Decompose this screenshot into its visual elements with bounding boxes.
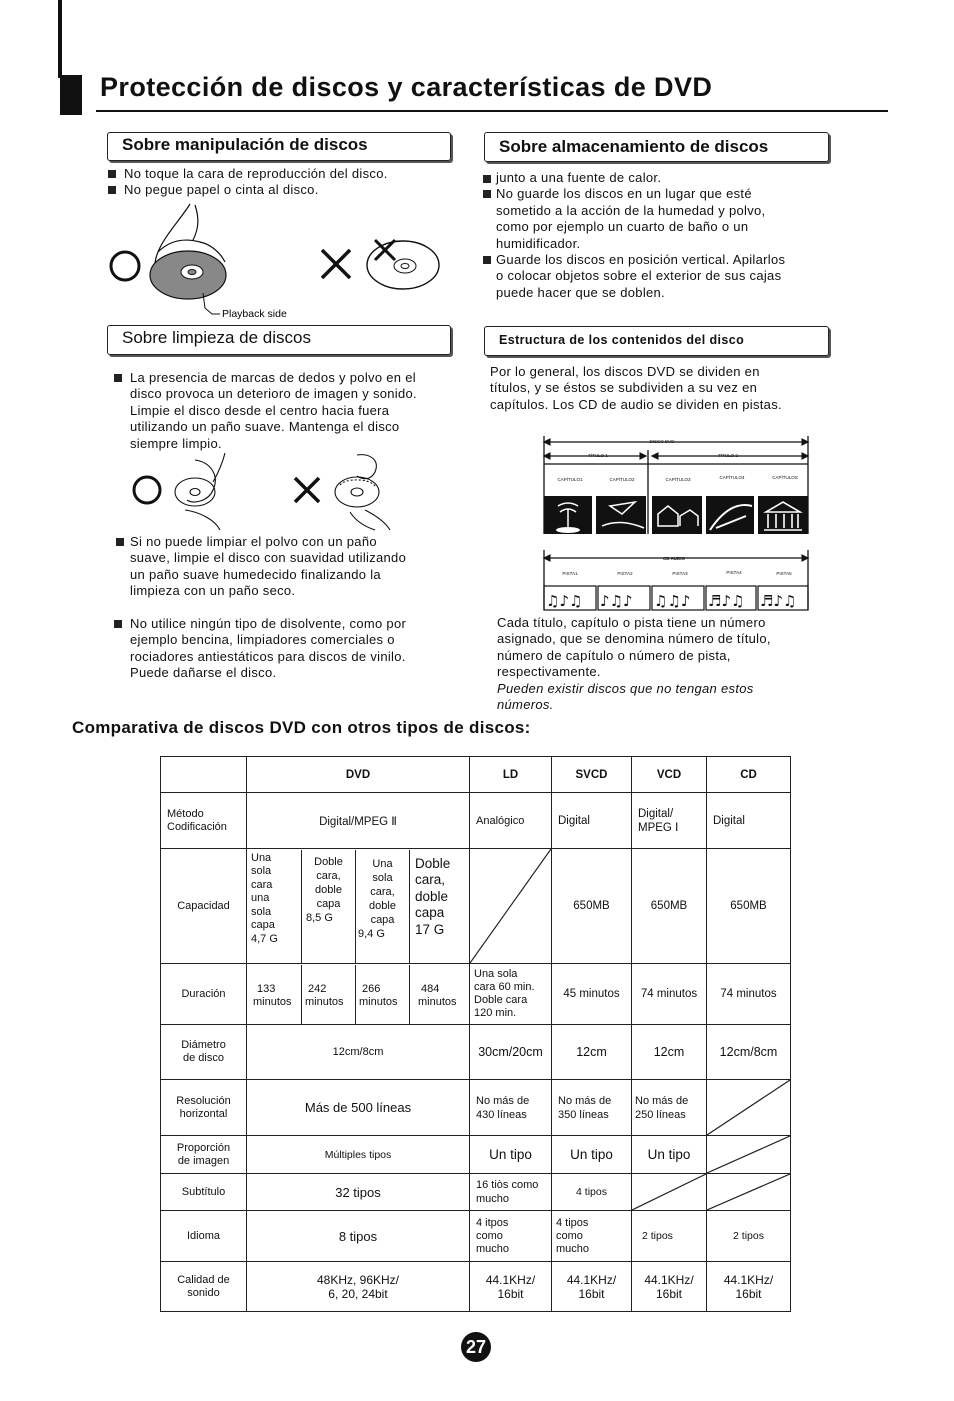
- table-cell: 74 minutos: [632, 964, 707, 1025]
- text-line: como por ejemplo un cuarto de baño o un: [496, 219, 749, 235]
- text-line: disco provoca un deterioro de imagen y sonido.: [130, 386, 417, 402]
- text-line: limpieza con un paño seco.: [130, 583, 296, 599]
- note-line: Pueden existir discos que no tengan estos: [497, 680, 754, 696]
- title1-label: TÍTULO 1: [588, 453, 608, 458]
- table-cell-empty: [707, 1136, 791, 1174]
- playback-side-label: Playback side: [222, 308, 287, 320]
- text-line: títulos, y se éstos se subdividen a su vez en: [490, 380, 758, 396]
- header-svcd: SVCD: [552, 757, 632, 793]
- bullet-text: No toque la cara de reproducción del disco.: [124, 166, 388, 181]
- table-cell: Analógico: [470, 793, 552, 849]
- cleaning-bullet-3: [130, 616, 470, 682]
- square-bullet-icon: [108, 186, 116, 194]
- table-cell: Un tipo: [552, 1136, 632, 1174]
- table-cell: 12cm/8cm: [247, 1025, 470, 1080]
- text-line: número de capítulo o número de pista,: [497, 647, 731, 663]
- header-black-block: [60, 75, 82, 115]
- text-line: ejemplo bencina, limpiadores comerciales o: [130, 632, 395, 648]
- table-cell: 2 tipos: [707, 1211, 791, 1262]
- track-label: PISTA1: [562, 571, 578, 576]
- text-line: siempre limpio.: [130, 435, 222, 451]
- row-label: Subtítulo: [161, 1174, 247, 1211]
- text-line: Cada título, capítulo o pista tiene un número: [497, 615, 766, 630]
- text-line: Guarde los discos en posición vertical. Apilarlos: [496, 252, 786, 268]
- note-line: números.: [497, 697, 554, 713]
- cleaning-bullet-2: [130, 534, 470, 600]
- table-cell: 16 tiòs como mucho: [470, 1174, 552, 1211]
- title2-label: TÍTULO 2: [718, 453, 738, 458]
- table-cell: 650MB: [707, 849, 791, 964]
- bullet-text: No pegue papel o cinta al disco.: [124, 182, 319, 198]
- table-cell: Más de 500 líneas: [247, 1080, 470, 1136]
- table-cell: 12cm/8cm: [707, 1025, 791, 1080]
- square-bullet-icon: [483, 175, 491, 183]
- track-label: PISTA5: [776, 571, 792, 576]
- circle-ok-icon: [111, 252, 139, 280]
- handling-heading: Sobre manipulación de discos: [107, 132, 451, 161]
- hand-icon: [350, 455, 390, 530]
- table-cell: 32 tipos: [247, 1174, 470, 1211]
- track-label: PISTA4: [726, 570, 742, 575]
- table-row: [161, 757, 791, 793]
- disc-icon: [367, 241, 439, 289]
- svg-text:♫♪♫: ♫♪♫: [546, 592, 583, 610]
- music-note-icon: [546, 592, 796, 610]
- comparison-table: [160, 756, 791, 1312]
- table-cell: 4 tipos como mucho: [552, 1211, 632, 1262]
- text-line: puede hacer que se doblen.: [496, 284, 665, 300]
- capacity-sub-4: Doble cara, doble capa 17 G: [409, 850, 469, 963]
- square-bullet-icon: [114, 620, 122, 628]
- text-line: Si no puede limpiar el polvo con un paño: [130, 534, 377, 549]
- text-line: o colocar objetos sobre el exterior de sus cajas: [496, 268, 782, 284]
- dvd-disc-label: DISCO DVD: [649, 439, 675, 444]
- duration-sub: 484 minutos: [409, 965, 469, 1024]
- cross-wrong-icon: [322, 250, 350, 278]
- text-line: utilizando un paño suave. Mantenga el disco: [130, 419, 400, 435]
- table-cell: No más de 350 líneas: [552, 1080, 632, 1136]
- text-line: La presencia de marcas de dedos y polvo en el: [130, 370, 416, 385]
- comparison-heading: Comparativa de discos DVD con otros tipos de discos:: [72, 718, 531, 737]
- table-row: [161, 1262, 791, 1312]
- text-line: No guarde los discos en un lugar que esté: [496, 186, 752, 202]
- table-cell-empty: [470, 849, 552, 964]
- cleaning-bullet-1: [130, 370, 470, 452]
- handling-illustration: [100, 200, 460, 325]
- capacity-sub-2: Doble cara, doble capa 8,5 G: [301, 850, 355, 963]
- row-label: Resolución horizontal: [161, 1080, 247, 1136]
- table-cell: No más de 430 líneas: [470, 1080, 552, 1136]
- table-cell: 4 tipos: [552, 1174, 632, 1211]
- header-cd: CD: [707, 757, 791, 793]
- square-bullet-icon: [483, 256, 491, 264]
- list-item: [124, 182, 464, 198]
- row-label: Capacidad: [161, 849, 247, 964]
- table-cell: 44.1KHz/ 16bit: [707, 1262, 791, 1312]
- row-label: Calidad de sonido: [161, 1262, 247, 1312]
- table-cell: 2 tipos: [632, 1211, 707, 1262]
- duration-sub: 266 minutos: [355, 965, 409, 1024]
- row-label: Duración: [161, 964, 247, 1025]
- duration-sub: 242 minutos: [301, 965, 355, 1024]
- capacity-sub-1: Una sola cara una sola capa 4,7 G: [251, 851, 278, 945]
- text-line: un paño suave humedecido finalizando la: [130, 566, 381, 582]
- text-line: humidificador.: [496, 235, 581, 251]
- table-cell: 44.1KHz/ 16bit: [552, 1262, 632, 1312]
- header-ld: LD: [470, 757, 552, 793]
- row-label: Proporción de imagen: [161, 1136, 247, 1174]
- table-row: [161, 1025, 791, 1080]
- structure-outro: [497, 615, 827, 713]
- table-cell: 45 minutos: [552, 964, 632, 1025]
- cross-wrong-icon: [295, 478, 319, 502]
- list-item: [496, 170, 836, 186]
- disc-structure-diagram: [540, 434, 812, 614]
- list-item: [496, 186, 836, 202]
- table-cell: Un tipo: [632, 1136, 707, 1174]
- table-cell: Digital: [552, 793, 632, 849]
- table-cell: Múltiples tipos: [247, 1136, 470, 1174]
- text-line: Limpie el disco desde el centro hacia fuera: [130, 402, 390, 418]
- table-cell: [161, 757, 247, 793]
- table-cell: Una sola cara 60 min. Doble cara 120 min.: [470, 964, 552, 1025]
- table-cell: 12cm: [552, 1025, 632, 1080]
- table-row: [161, 793, 791, 849]
- table-row: [161, 1136, 791, 1174]
- table-cell: 650MB: [632, 849, 707, 964]
- list-item: [496, 252, 836, 268]
- structure-intro: [490, 364, 830, 413]
- header-rule: [96, 110, 888, 112]
- hand-icon: [185, 453, 225, 530]
- chapter-label: CAPÍTULO3: [665, 477, 691, 482]
- chapter-label: CAPÍTULOS: [772, 475, 798, 480]
- table-cell: [247, 849, 470, 964]
- table-cell: 4 itpos como mucho: [470, 1211, 552, 1262]
- circle-ok-icon: [134, 477, 160, 503]
- table-row: [161, 1211, 791, 1262]
- cleaning-illustration: [125, 450, 405, 535]
- chapter-label: CAPÍTULO1: [557, 477, 583, 482]
- text-line: No utilice ningún tipo de disolvente, como por: [130, 616, 407, 631]
- track-label: PISTA3: [672, 571, 688, 576]
- table-cell: 48KHz, 96KHz/ 6, 20, 24bit: [247, 1262, 470, 1312]
- table-row: [161, 1174, 791, 1211]
- row-label: Método Codificación: [161, 793, 247, 849]
- svg-text:♫♫♪: ♫♫♪: [654, 592, 691, 610]
- table-cell: [247, 964, 470, 1025]
- text-line: junto a una fuente de calor.: [496, 170, 662, 185]
- table-cell: 12cm: [632, 1025, 707, 1080]
- table-row: [161, 964, 791, 1025]
- row-label: Idioma: [161, 1211, 247, 1262]
- capacity-sub-3: Una sola cara, doble capa 9,4 G: [355, 850, 409, 963]
- text-line: respectivamente.: [497, 664, 601, 680]
- list-item: [124, 166, 464, 182]
- table-cell-empty: [707, 1080, 791, 1136]
- chapter-label: CAPÍTULO4: [719, 475, 745, 480]
- cd-audio-label: CD AUDIO: [662, 556, 686, 561]
- table-cell: 44.1KHz/ 16bit: [632, 1262, 707, 1312]
- text-line: Puede dañarse el disco.: [130, 665, 277, 681]
- square-bullet-icon: [114, 374, 122, 382]
- table-cell: Digital: [707, 793, 791, 849]
- row-label: Diámetro de disco: [161, 1025, 247, 1080]
- square-bullet-icon: [483, 190, 491, 198]
- table-cell-empty: [707, 1174, 791, 1211]
- table-cell: 30cm/20cm: [470, 1025, 552, 1080]
- disc-icon: [150, 251, 226, 299]
- square-bullet-icon: [108, 170, 116, 178]
- table-cell: Digital/MPEG Ⅱ: [247, 793, 470, 849]
- page-title: Protección de discos y características de DVD: [100, 72, 713, 102]
- table-cell: No más de 250 líneas: [632, 1080, 707, 1136]
- page-number: 27: [461, 1332, 491, 1362]
- storage-bullets: [496, 170, 836, 301]
- chapter-pictures: [544, 496, 808, 534]
- table-row: [161, 1080, 791, 1136]
- handling-bullets: [108, 166, 464, 199]
- cleaning-heading: Sobre limpieza de discos: [107, 325, 451, 355]
- duration-sub: 133 minutos: [253, 982, 292, 1008]
- structure-heading: Estructura de los contenidos del disco: [484, 326, 829, 356]
- table-cell: Un tipo: [470, 1136, 552, 1174]
- table-cell: 44.1KHz/ 16bit: [470, 1262, 552, 1312]
- header-dvd: DVD: [247, 757, 470, 793]
- table-cell: 650MB: [552, 849, 632, 964]
- disc-icon: [335, 477, 379, 507]
- svg-text:♬♪♫: ♬♪♫: [760, 592, 797, 610]
- table-cell: 74 minutos: [707, 964, 791, 1025]
- storage-heading: Sobre almacenamiento de discos: [484, 132, 829, 162]
- text-line: Por lo general, los discos DVD se dividen en: [490, 364, 760, 379]
- text-line: asignado, que se denomina número de título,: [497, 631, 771, 647]
- header-vertical-bar: [58, 0, 62, 78]
- table-cell: Digital/ MPEG Ⅰ: [632, 793, 707, 849]
- svg-text:♪♫♪: ♪♫♪: [600, 592, 633, 610]
- table-row: [161, 849, 791, 964]
- header-vcd: VCD: [632, 757, 707, 793]
- table-cell-empty: [632, 1174, 707, 1211]
- text-line: suave, limpie el disco con suavidad utilizando: [130, 550, 407, 566]
- table-cell: 8 tipos: [247, 1211, 470, 1262]
- track-label: PISTA2: [617, 571, 633, 576]
- square-bullet-icon: [116, 538, 124, 546]
- text-line: capítulos. Los CD de audio se dividen en pistas.: [490, 396, 782, 412]
- text-line: sometido a la acción de la humedad y polvo,: [496, 202, 766, 218]
- chapter-label: CAPÍTULO2: [609, 477, 635, 482]
- svg-text:♬♪♫: ♬♪♫: [708, 592, 745, 610]
- text-line: rociadores antiestáticos para discos de vinilo.: [130, 648, 406, 664]
